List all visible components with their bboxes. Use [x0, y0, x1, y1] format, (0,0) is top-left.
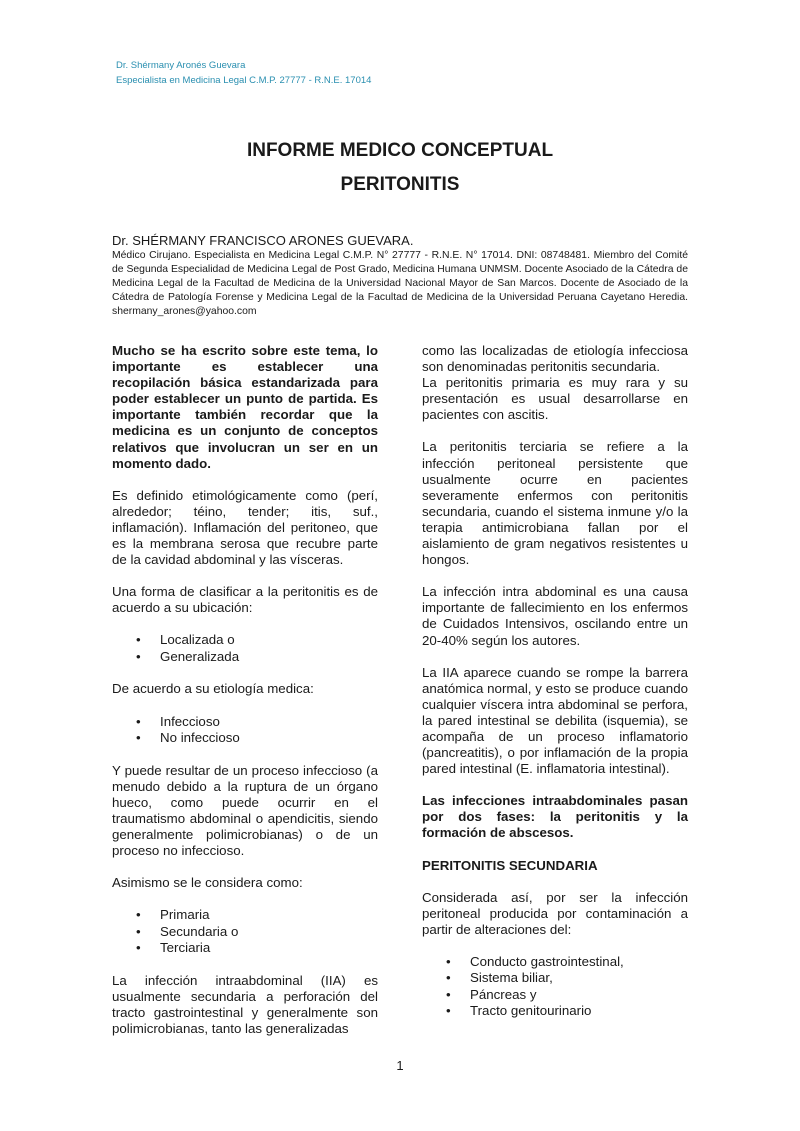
icu-paragraph: La infección intra abdominal es una causa importante de fallecimiento en los enfermos de Cuidados Intensivos, oscilando entre un 20-40% según los autores.	[422, 584, 688, 648]
iia-appears-paragraph: La IIA aparece cuando se rompe la barrera anatómica normal, y esto se produce cuando cualquier víscera intra abdominal se perfora, la pared intestinal se debilita (isquemia), se acompaña de un proceso inflamatorio (pancreatitis), o por inflamación de la propia pared intestinal (E. inflamatoria intestinal).	[422, 664, 688, 777]
continuation-paragraph: como las localizadas de etiología infecciosa son denominadas peritonitis secundaria.	[422, 343, 688, 375]
etiology-list	[112, 714, 378, 747]
list-item: • Secundaria o	[160, 924, 378, 941]
section-heading: PERITONITIS SECUNDARIA	[422, 857, 598, 873]
left-column	[112, 343, 378, 1053]
tertiary-paragraph: La peritonitis terciaria se refiere a la infección peritoneal persistente que usualmente ocurre en pacientes severamente enfermos con peritonitis secundaria, cuando el sistema inmune y/o la terapia antimicrobiana fallan por el aislamiento de gram negativos resistentes u hongos.	[422, 439, 688, 568]
document-subtitle: PERITONITIS	[340, 174, 460, 195]
right-column	[422, 343, 688, 1036]
author-name: Dr. SHÉRMANY FRANCISCO ARONES GUEVARA.	[112, 233, 414, 248]
iia-paragraph: La infección intraabdominal (IIA) es usualmente secundaria a perforación del tracto gastrointestinal y generalmente son polimicrobianas, tanto las generalizadas	[112, 972, 378, 1036]
type-list	[112, 907, 378, 957]
location-list	[112, 632, 378, 665]
list-item: • Sistema biliar,	[470, 970, 688, 987]
author-block	[112, 233, 688, 319]
definition-paragraph: Es definido etimológicamente como (perí, alrededor; téino, tender; itis, suf., inflamación). Inflamación del peritoneo, que es la membrana serosa que recubre parte de la cavidad abdominal y las vísceras.	[112, 487, 378, 568]
intro-paragraph: Mucho se ha escrito sobre este tema, lo importante es establecer una recopilación básica estandarizada para poder establecer un punto de partida. Es importante también recordar que la medicina es un conjunto de conceptos relativos que involucran un ser en un momento dado.	[112, 343, 378, 471]
list-item: • Primaria	[160, 907, 378, 924]
author-details: Médico Cirujano. Especialista en Medicina Legal C.M.P. N° 27777 - R.N.E. N° 17014. DNI: 08748481. Miembro del Comité de Segunda Especialidad de Medicina Legal de Post Grado, Medicina Humana UNMSM. Docente Asociado de la Cátedra de Medicina Legal de la Facultad de Medicina de la Universidad Nacional Mayor de San Marcos. Docente de Asociado de la Cátedra de Patología Forense y Medicina Legal de la Facultad de Medicina de la Universidad Peruana Cayetano Heredia. shermany_arones@yahoo.com	[112, 250, 688, 317]
list-item: • Generalizada	[160, 649, 378, 666]
page-number: 1	[396, 1058, 404, 1073]
secondary-list	[422, 954, 688, 1020]
process-paragraph: Y puede resultar de un proceso infeccioso (a menudo debido a la ruptura de un órgano hueco, como puede ocurrir en el traumatismo abdominal o apendicitis, siendo generalmente polimicrobianas) o de un proceso no infeccioso.	[112, 762, 378, 858]
phases-paragraph: Las infecciones intraabdominales pasan por dos fases: la peritonitis y la formación de abscesos.	[422, 793, 688, 841]
considered-paragraph: Asimismo se le considera como:	[112, 875, 303, 891]
etiology-paragraph: De acuerdo a su etiología medica:	[112, 681, 314, 697]
list-item: • No infeccioso	[160, 730, 378, 747]
classify-location-paragraph: Una forma de clasificar a la peritonitis es de acuerdo a su ubicación:	[112, 584, 378, 616]
secondary-definition-paragraph: Considerada así, por ser la infección peritoneal producida por contaminación a partir de alteraciones del:	[422, 889, 688, 937]
list-item: • Infeccioso	[160, 714, 378, 731]
list-item: • Terciaria	[160, 940, 378, 957]
primary-paragraph: La peritonitis primaria es muy rara y su presentación es usual desarrollarse en pacientes con ascitis.	[422, 375, 688, 423]
letterhead	[116, 58, 371, 88]
letterhead-name: Dr. Shérmany Aronés Guevara	[116, 60, 246, 71]
list-item: • Páncreas y	[470, 987, 688, 1004]
letterhead-specialty: Especialista en Medicina Legal C.M.P. 27777 - R.N.E. 17014	[116, 75, 372, 86]
list-item: • Localizada o	[160, 632, 378, 649]
list-item: • Conducto gastrointestinal,	[470, 954, 688, 971]
document-title: INFORME MEDICO CONCEPTUAL	[246, 140, 554, 161]
list-item: • Tracto genitourinario	[470, 1003, 688, 1020]
